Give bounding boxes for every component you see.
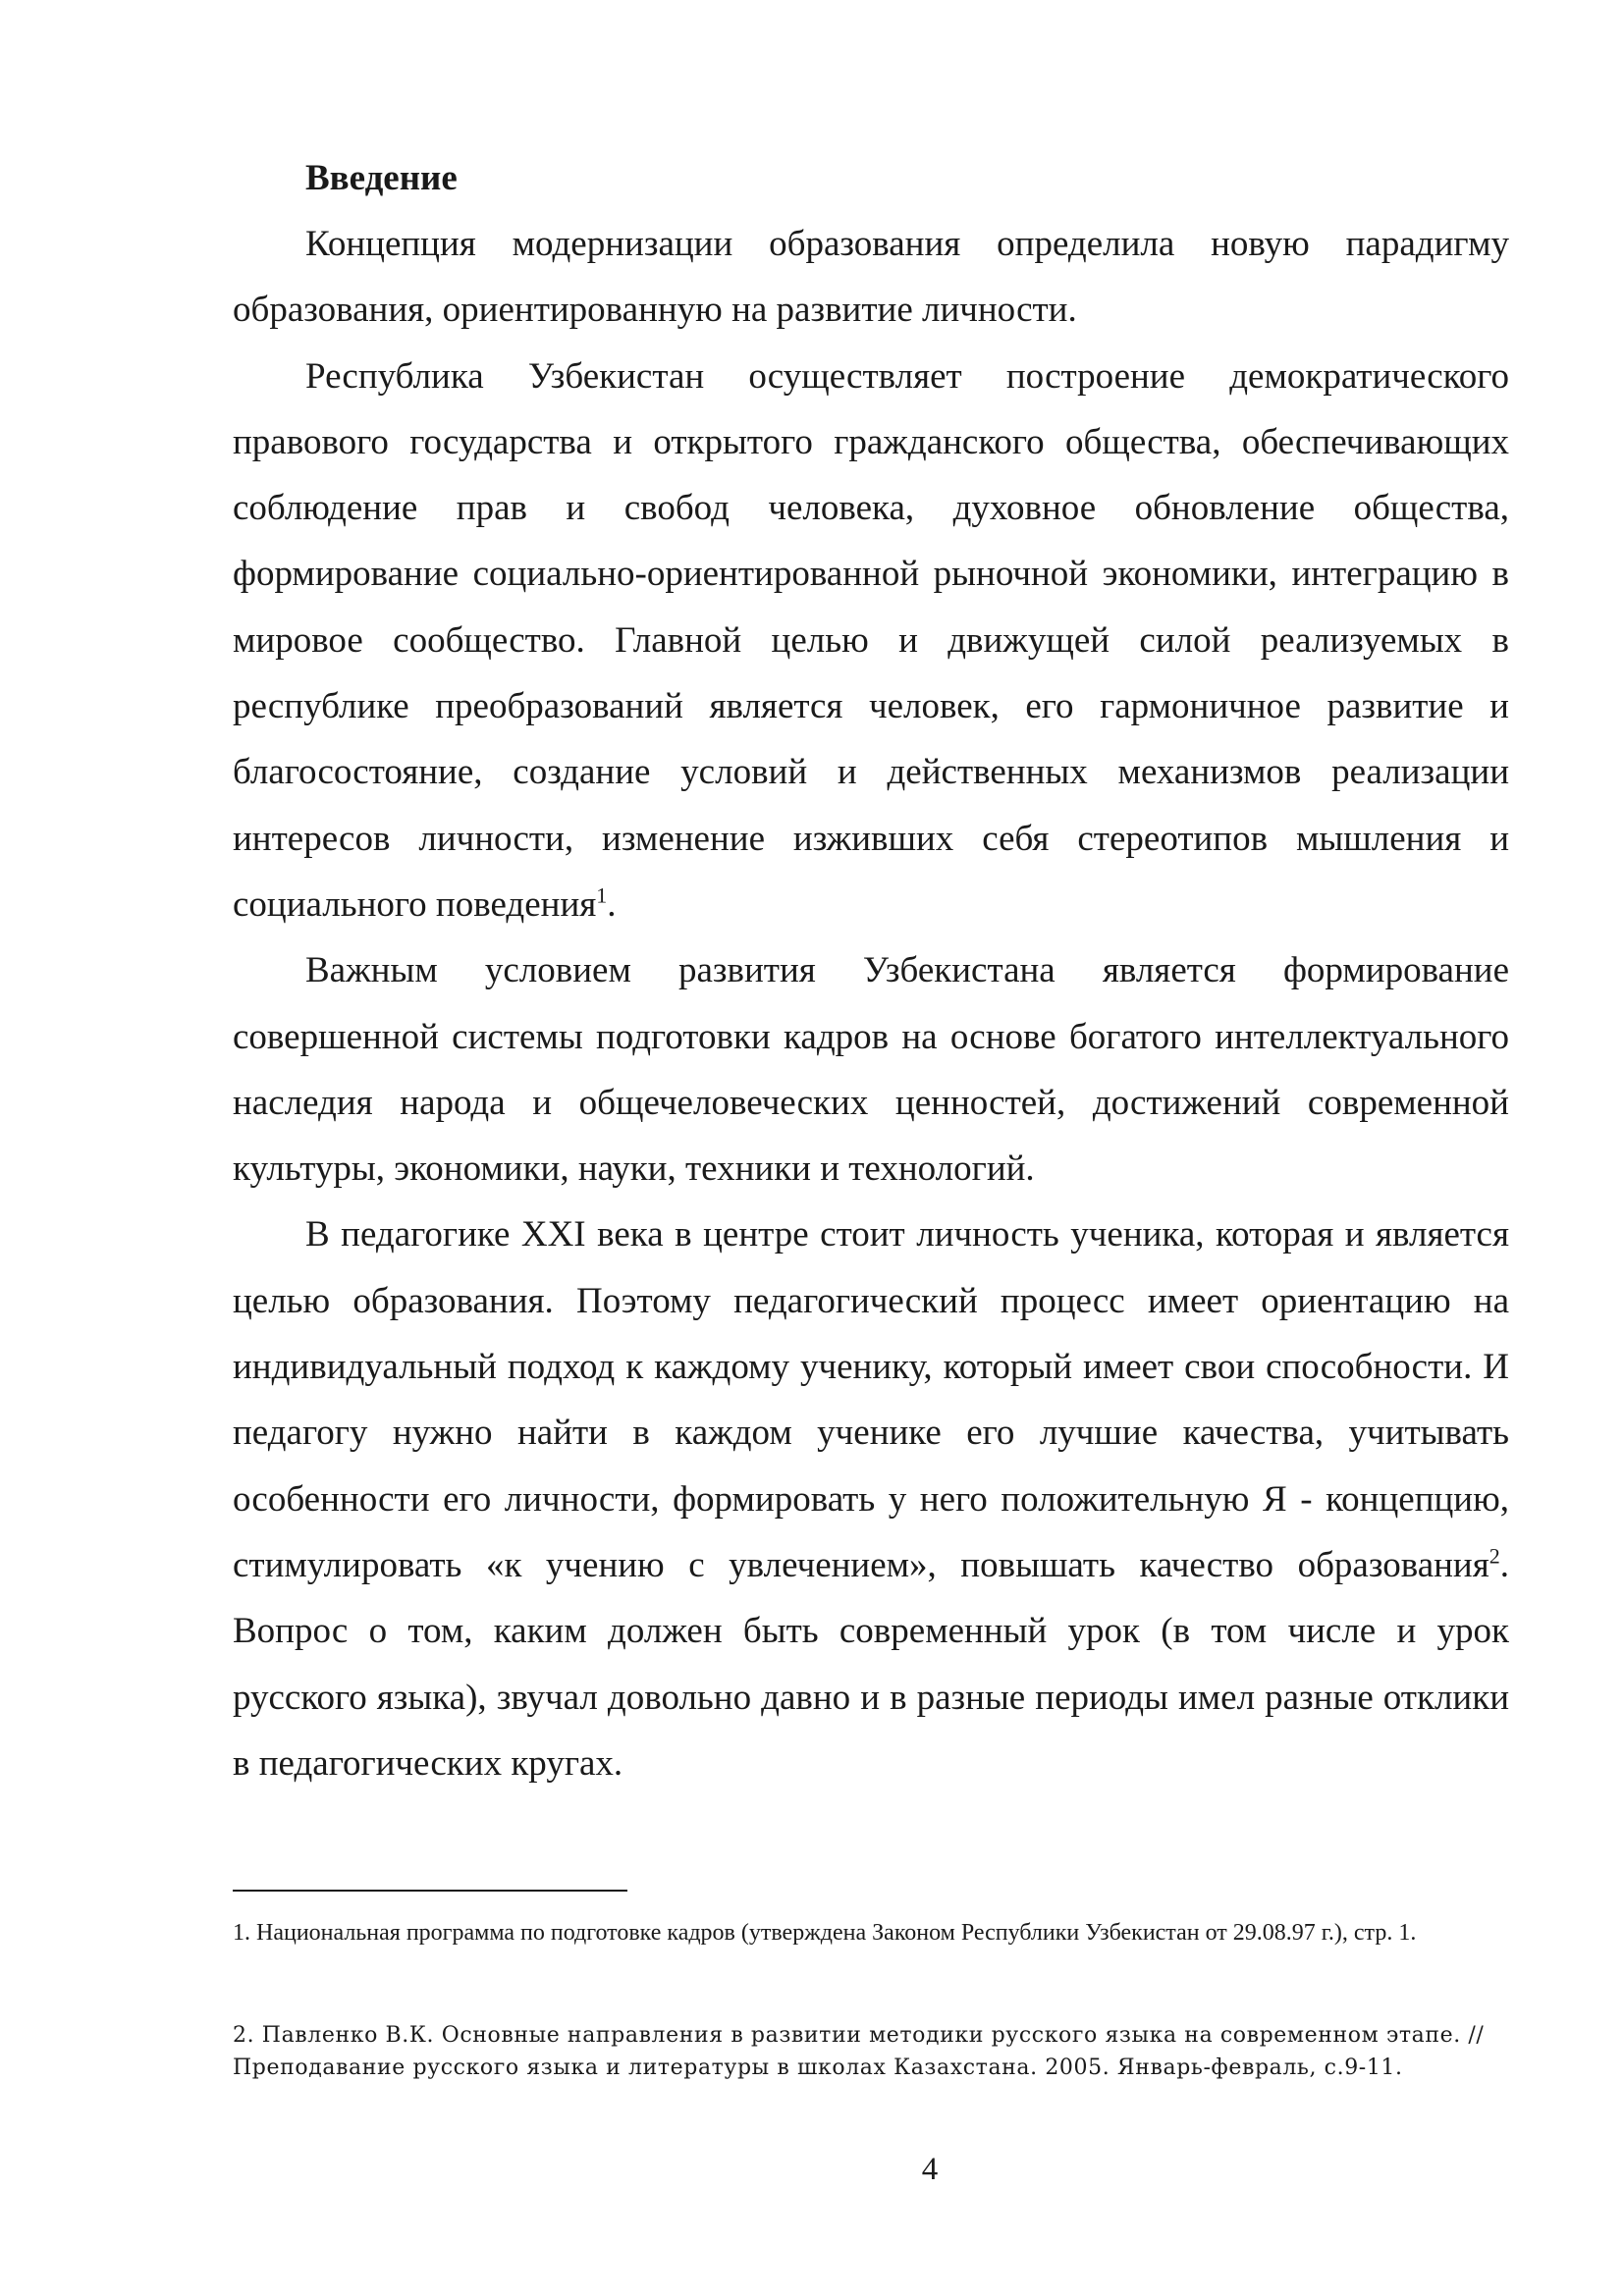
footnote-1: 1. Национальная программа по подготовке кадров (утверждена Законом Республики Узбекистан от 29.08.97 г.), стр. 1. [233, 1920, 1417, 1946]
paragraph-3 [233, 937, 1509, 1201]
section-heading: Введение [305, 158, 458, 198]
footnote-mark-2: 2 [1489, 1543, 1500, 1569]
paragraph-3-text: Важным условием развития Узбекистана является формирование совершенной системы подготовки кадров на основе богатого интеллектуального наследия народа и общечеловеческих ценностей, достижений современной культуры, экономики, науки, техники и технологий. [233, 950, 1509, 1190]
footnote-mark-1: 1 [596, 882, 608, 908]
main-text [233, 145, 1509, 1796]
paragraph-4 [233, 1201, 1509, 1796]
paragraph-4-text: В педагогике XXI века в центре стоит личность ученика, которая и является целью образования. Поэтому педагогический процесс имеет ориентацию на индивидуальный подход к каждому ученику, который имеет свои способности. И педагогу нужно найти в каждом ученике его лучшие качества, учитывать особенности его личности, формировать у него положительную Я - концепцию, стимулировать «к учению с увлечением», повышать качество образования [233, 1214, 1509, 1585]
paragraph-2-end: . [607, 883, 617, 925]
paragraph-2-text: Республика Узбекистан осуществляет построение демократического правового государства и открытого гражданского общества, обеспечивающих соблюдение прав и свобод человека, духовное обновление общества, формирование социально-ориентированной рыночной экономики, интеграцию в мировое сообщество. Главной целью и движущей силой реализуемых в республике преобразований является человек, его гармоничное развитие и благосостояние, создание условий и действенных механизмов реализации интересов личности, изменение изживших себя стереотипов мышления и социального поведения [233, 355, 1509, 925]
paragraph-1-text: Концепция модернизации образования определила новую парадигму образования, ориентированную на развитие личности. [233, 224, 1509, 331]
footnote-2: 2. Павленко В.К. Основные направления в развитии методики русского языка на современном этапе. // Преподавание русского языка и литературы в школах Казахстана. 2005. Январь-февраль, с.9-11. [233, 2023, 1485, 2080]
paragraph-4-end: . Вопрос о том, каким должен быть современный урок (в том числе и урок русского языка), звучал довольно давно и в разные периоды имел разные отклики в педагогических кругах. [233, 1544, 1509, 1784]
page-number: 4 [921, 2152, 939, 2187]
paragraph-1 [233, 211, 1509, 344]
paragraph-2 [233, 344, 1509, 938]
footnote-separator [233, 1890, 627, 1892]
